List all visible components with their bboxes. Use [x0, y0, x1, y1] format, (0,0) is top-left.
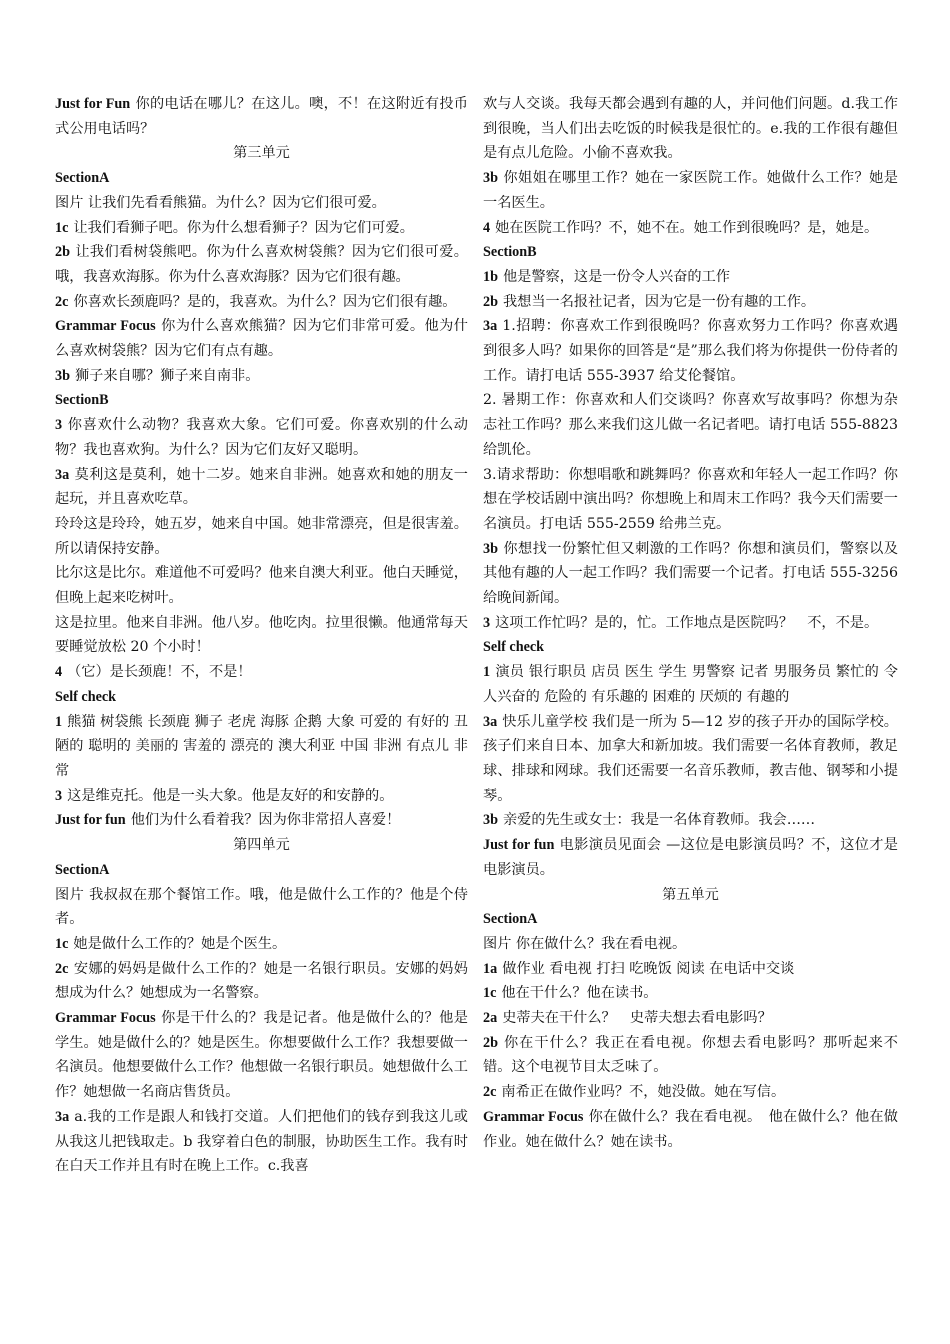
paragraph [483, 932, 898, 957]
exercise-label: 2b [483, 1034, 498, 1051]
paragraph [55, 314, 468, 363]
paragraph-text: 他在干什么？他在读书。 [501, 985, 658, 1002]
exercise-label: Grammar Focus [483, 1108, 584, 1125]
paragraph [55, 808, 468, 833]
paragraph-text: 她在医院工作吗？不，她不在。她工作到很晚吗？是，她是。 [495, 219, 879, 236]
paragraph [483, 537, 898, 611]
paragraph-text: 你喜欢长颈鹿吗？是的，我喜欢。为什么？因为它们很有趣。 [73, 293, 457, 310]
unit-title: 第三单元 [233, 145, 290, 162]
paragraph [55, 92, 468, 141]
paragraph [55, 216, 468, 241]
paragraph [55, 1105, 468, 1179]
exercise-label: 3 [483, 614, 491, 631]
paragraph-text: 莫利这是莫利，她十二岁。她来自非洲。她喜欢和她的朋友一起玩，并且喜欢吃草。 [55, 466, 468, 508]
paragraph-text: 他是警察，这是一份令人兴奋的工作 [502, 268, 730, 285]
paragraph [55, 512, 468, 561]
exercise-label: Just for fun [55, 812, 126, 829]
paragraph [483, 1105, 898, 1154]
exercise-label: 2c [483, 1084, 497, 1101]
exercise-label: 2c [55, 293, 69, 310]
paragraph [55, 240, 468, 289]
exercise-label: 1c [55, 219, 69, 236]
paragraph-text: 这是拉里。他来自非洲。他八岁。他吃肉。拉里很懒。他通常每天要睡觉放松 20 个小时！ [55, 614, 468, 656]
paragraph [55, 463, 468, 512]
unit-title: 第五单元 [662, 886, 719, 903]
paragraph [483, 957, 898, 982]
paragraph-text: 3.请求帮助：你想唱歌和跳舞吗？你喜欢和年轻人一起工作吗？你想在学校话剧中演出吗？你想晚上和周末工作吗？我今天们需要一名演员。打电话 555-2559 给弗兰克。 [483, 466, 898, 532]
exercise-label: 1 [55, 713, 63, 730]
section-heading: Self check [55, 688, 117, 705]
paragraph-text: 演员 银行职员 店员 医生 学生 男警察 记者 男服务员 繁忙的 令人兴奋的 危险的 有乐趣的 困难的 厌烦的 有趣的 [483, 664, 898, 705]
paragraph [483, 808, 898, 833]
exercise-label: 3a [55, 1108, 70, 1125]
paragraph [55, 1006, 468, 1105]
paragraph [55, 561, 468, 610]
paragraph-text: 比尔这是比尔。难道他不可爱吗？他来自澳大利亚。他白天睡觉，但晚上起来吃树叶。 [55, 565, 468, 607]
left-column [55, 92, 468, 1252]
exercise-label: 3a [483, 318, 498, 335]
paragraph [483, 166, 898, 215]
paragraph-text: 你喜欢什么动物？我喜欢大象。它们可爱。你喜欢别的什么动物？我也喜欢狗。为什么？因为它们友好又聪明。 [55, 417, 468, 458]
paragraph-text: 亲爱的先生或女士：我是一名体育教师。我会…… [502, 812, 816, 829]
exercise-label: 1 [483, 664, 491, 681]
paragraph-text: a.我的工作是跟人和钱打交道。人们把他们的钱存到我这儿或从我这儿把钱取走。b 我穿着白色的制服，协助医生工作。我有时在白天工作并且有时在晚上工作。c.我喜 [55, 1108, 468, 1175]
paragraph-text: 你的电话在哪儿？在这儿。噢，不！在这附近有投币式公用电话吗？ [55, 96, 468, 137]
paragraph [483, 388, 898, 462]
section-heading: SectionA [55, 861, 110, 878]
paragraph-text: 我想当一名报社记者，因为它是一份有趣的工作。 [502, 293, 816, 310]
paragraph [55, 290, 468, 315]
paragraph-text: 他们为什么看着我？因为你非常招人喜爱！ [130, 812, 401, 829]
paragraph-text: 图片 让我们先看看熊猫。为什么？因为它们很可爱。 [55, 194, 386, 211]
paragraph-text: 做作业 看电视 打扫 吃晚饭 阅读 在电话中交谈 [502, 960, 795, 977]
unit-title: 第四单元 [233, 837, 290, 854]
exercise-label: 2b [55, 244, 70, 261]
exercise-label: Grammar Focus [55, 318, 156, 335]
paragraph-text: 这是维克托。他是一头大象。他是友好的和安静的。 [67, 787, 394, 804]
section-heading: Self check [483, 639, 545, 656]
paragraph [55, 957, 468, 1006]
paragraph-text: 史蒂夫在干什么？ 史蒂夫想去看电影吗？ [502, 1010, 772, 1027]
exercise-label: 2a [483, 1010, 498, 1027]
exercise-label: 4 [483, 219, 491, 236]
exercise-label: Just for fun [483, 837, 555, 854]
paragraph-text: 你姐姐在哪里工作？她在一家医院工作。她做什么工作？她是一名医生。 [483, 170, 898, 211]
paragraph-text: 你在干什么？我正在看电视。你想去看电影吗？那听起来不错。这个电视节目太乏味了。 [483, 1034, 898, 1076]
paragraph [483, 265, 898, 290]
paragraph-text: 熊猫 树袋熊 长颈鹿 狮子 老虎 海豚 企鹅 大象 可爱的 有好的 丑陋的 聪明的 美丽的 害羞的 漂亮的 澳大利亚 中国 非洲 有点儿 非常 [55, 713, 468, 779]
exercise-label: 3 [55, 417, 63, 434]
exercise-label: 3b [483, 170, 498, 187]
exercise-label: Just for Fun [55, 96, 131, 112]
paragraph-text: 图片 我叔叔在那个餐馆工作。哦，他是做什么工作的？他是个侍者。 [55, 886, 468, 928]
paragraph-text: 欢与人交谈。我每天都会遇到有趣的人，并问他们问题。d.我工作到很晚，当人们出去吃饭的时候我是很忙的。e.我的工作很有趣但是有点儿危险。小偷不喜欢我。 [483, 96, 898, 162]
paragraph [483, 1031, 898, 1080]
right-column [483, 92, 898, 1252]
paragraph [483, 1006, 898, 1031]
section-heading: SectionA [483, 911, 538, 928]
exercise-label: Grammar Focus [55, 1010, 156, 1027]
exercise-label: 3a [483, 713, 498, 730]
paragraph-text: 电影演员见面会 —这位是电影演员吗？不，这位才是电影演员。 [483, 837, 898, 878]
paragraph [55, 413, 468, 462]
paragraph [483, 314, 898, 388]
paragraph [55, 883, 468, 932]
paragraph-text: 2. 暑期工作：你喜欢和人们交谈吗？你喜欢写故事吗？你想为杂志社工作吗？那么来我们这儿做一名记者吧。请打电话 555-8823 给凯伦。 [483, 392, 898, 458]
paragraph [483, 660, 898, 709]
exercise-label: 3a [55, 466, 70, 483]
paragraph-text: 玲玲这是玲玲，她五岁，她来自中国。她非常漂亮，但是很害羞。所以请保持安静。 [55, 515, 468, 557]
paragraph-text: （它）是长颈鹿！不，不是！ [67, 664, 252, 681]
exercise-label: 1a [483, 960, 498, 977]
paragraph-text: 你是干什么的？我是记者。他是做什么的？他是学生。她是做什么的？她是医生。你想要做什么工作？我想要做一名演员。他想要做什么工作？他想做一名银行职员。她想做什么工作？她想做一名商店售货员。 [55, 1010, 468, 1101]
paragraph [55, 611, 468, 660]
paragraph [483, 710, 898, 809]
exercise-label: 3 [55, 787, 63, 804]
paragraph [55, 710, 468, 784]
document-page [55, 92, 898, 1252]
paragraph [483, 981, 898, 1006]
paragraph-text: 你在做什么？我在看电视。 他在做什么？他在做作业。她在做什么？她在读书。 [483, 1108, 898, 1150]
exercise-label: 1b [483, 268, 498, 285]
section-heading: SectionB [55, 392, 109, 409]
paragraph-text: 你为什么喜欢熊猫？因为它们非常可爱。他为什么喜欢树袋熊？因为它们有点有趣。 [55, 318, 468, 360]
exercise-label: 1c [55, 935, 69, 952]
paragraph-text: 狮子来自哪？狮子来自南非。 [74, 367, 260, 384]
paragraph [483, 833, 898, 882]
exercise-label: 2b [483, 293, 498, 310]
paragraph [55, 191, 468, 216]
paragraph-text: 这项工作忙吗？是的，忙。工作地点是医院吗？ 不，不是。 [495, 614, 879, 631]
paragraph [483, 290, 898, 315]
paragraph-text: 让我们看树袋熊吧。你为什么喜欢树袋熊？因为它们很可爱。哦，我喜欢海豚。你为什么喜欢海豚？因为它们很有趣。 [55, 244, 468, 285]
paragraph-text: 1.招聘：你喜欢工作到很晚吗？你喜欢努力工作吗？你喜欢遇到很多人吗？如果你的回答是“是”那么我们将为你提供一份侍者的工作。请打电话 555-3937 给艾伦餐馆。 [483, 318, 898, 384]
section-heading: SectionB [483, 244, 537, 261]
paragraph [55, 364, 468, 389]
paragraph-text: 安娜的妈妈是做什么工作的？她是一名银行职员。安娜的妈妈想成为什么？她想成为一名警察。 [55, 960, 468, 1002]
paragraph [483, 216, 898, 241]
exercise-label: 1c [483, 985, 497, 1002]
paragraph [55, 784, 468, 809]
paragraph-text: 你想找一份繁忙但又刺激的工作吗？你想和演员们，警察以及其他有趣的人一起工作吗？我们需要一个记者。打电话 555-3256 给晚间新闻。 [483, 540, 898, 607]
paragraph-text: 南希正在做作业吗？不，她没做。她在写信。 [501, 1084, 786, 1101]
exercise-label: 3b [55, 367, 70, 384]
paragraph [55, 932, 468, 957]
paragraph-text: 图片 你在做什么？我在看电视。 [483, 935, 687, 952]
paragraph-text: 快乐儿童学校 我们是一所为 5—12 岁的孩子开办的国际学校。孩子们来自日本、加拿大和新加坡。我们需要一名体育教师，教足球、排球和网球。我们还需要一名音乐教师，教吉他、钢琴和小提琴。 [483, 713, 898, 804]
paragraph [483, 463, 898, 537]
exercise-label: 4 [55, 664, 63, 681]
section-heading: SectionA [55, 170, 110, 187]
paragraph [483, 92, 898, 166]
paragraph-text: 让我们看狮子吧。你为什么想看狮子？因为它们可爱。 [73, 219, 414, 236]
exercise-label: 3b [483, 812, 498, 829]
paragraph [55, 660, 468, 685]
exercise-label: 3b [483, 540, 498, 557]
paragraph [483, 1080, 898, 1105]
paragraph [483, 611, 898, 636]
exercise-label: 2c [55, 960, 69, 977]
paragraph-text: 她是做什么工作的？她是个医生。 [73, 935, 287, 952]
